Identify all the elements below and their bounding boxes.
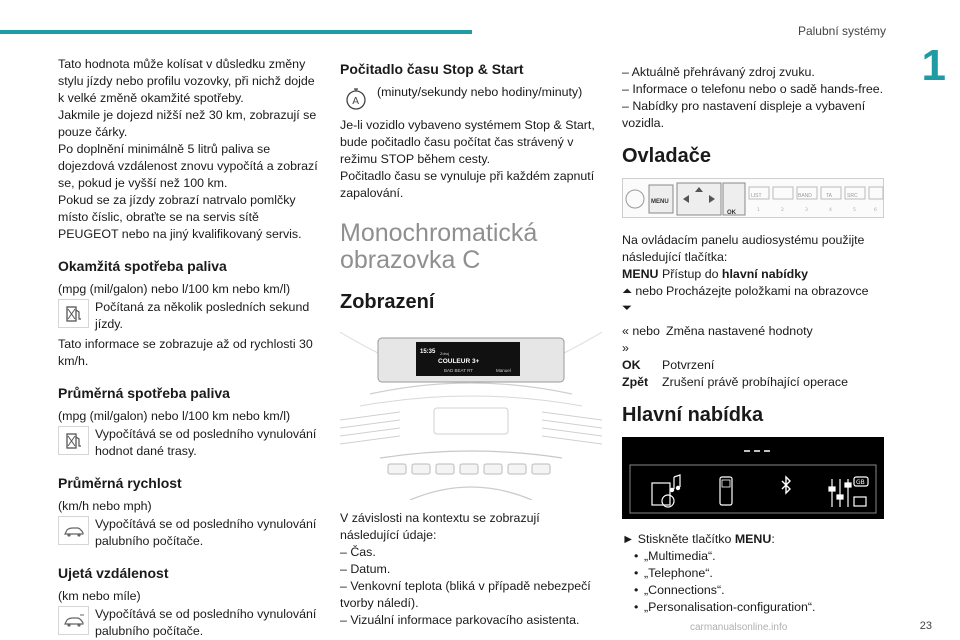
info-row: [58, 606, 322, 640]
key-row-back: [622, 374, 884, 391]
panel-src-button: SRC: [847, 193, 858, 199]
list-item: • „Personalisation-configuration“.: [634, 599, 884, 616]
unit-text: (km nebo míle): [58, 589, 141, 603]
list-item: – Venkovní teplota (bliká v případě nebezpečí tvorby náledí).: [340, 579, 591, 610]
info-row: [340, 84, 602, 113]
menu-item-list: [634, 548, 884, 616]
svg-text:2: 2: [781, 208, 784, 213]
screen-station: COULEUR 3+: [438, 358, 480, 365]
arrow-left-icon: «: [622, 324, 629, 338]
svg-text:1: 1: [757, 208, 760, 213]
section-title: Průměrná rychlost: [58, 475, 182, 491]
key-desc: Potvrzení: [662, 358, 715, 372]
arrow-bullet-icon: ►: [622, 532, 635, 546]
key-desc: Procházejte položkami na obrazovce: [666, 284, 869, 298]
fuel-pump-icon: [58, 299, 89, 328]
svg-text:6: 6: [874, 208, 877, 213]
column-3: [622, 64, 884, 616]
subsection-title: Ovladače: [622, 145, 711, 167]
section-title: Okamžitá spotřeba paliva: [58, 258, 227, 274]
arrow-up-icon: ⏶: [622, 284, 632, 298]
column-1: [58, 56, 322, 640]
page-number: 23: [919, 620, 932, 632]
key-desc: Zrušení právě probíhající operace: [662, 375, 848, 389]
section-text: Vypočítává se od posledního vynulování palubního počítače.: [95, 517, 317, 548]
unit-text: (minuty/sekundy nebo hodiny/minuty): [377, 85, 583, 99]
subsection-title: Zobrazení: [340, 291, 435, 313]
stopwatch-a-icon: [340, 84, 371, 113]
info-row: [58, 299, 322, 333]
column-2: [340, 56, 602, 629]
list-item: • „Multimedia“.: [634, 548, 884, 565]
section-text: Na ovládacím panelu audiosystému použijte následující tlačítka:: [622, 233, 865, 264]
panel-menu-button: MENU: [651, 199, 669, 205]
list-item: – Datum.: [340, 562, 391, 576]
main-menu-image: [622, 437, 884, 519]
section-text: Vypočítává se od posledního vynulování hodnot dané trasy.: [95, 427, 317, 458]
info-row: [58, 516, 322, 550]
big-section-title: Monochromatická obrazovka C: [340, 219, 538, 274]
screen-subtitle: BAD BEAT RT: [444, 368, 474, 373]
instruction-text: ► Stiskněte tlačítko MENU:: [622, 532, 775, 546]
intro-text: Tato hodnota může kolísat v důsledku změny stylu jízdy nebo profilu vozovky, při nichž dojde k velké změně okamžité spotřeby. Jakmile je dojezd nižší než 30 km, zobrazují se pouze čárky. Po doplnění minimálně 5 litrů paliva se dojezdová vzdálenost znovu vypočítá a zobrazí se, pokud je vyšší než 100 km. Pokud se za jízdy zobrazí natrvalo pomlčky místo číslic, obraťte se na servis sítě PEUGEOT nebo na jiný kvalifikovaný servis.: [58, 57, 318, 241]
key-row-navigate: [622, 283, 884, 317]
list-item: – Vizuální informace parkovacího asistenta.: [340, 613, 580, 627]
section-text: Je-li vozidlo vybaveno systémem Stop & Start, bude počitadlo času počítat čas strávený v režimu STOP během cesty. Počitadlo času se vynuluje při každém zapnutí zapalování.: [340, 118, 595, 200]
unit-text: (mpg (mil/galon) nebo l/100 km nebo km/l): [58, 409, 291, 423]
subsection-title: Hlavní nabídka: [622, 404, 764, 426]
screen-source: Zdroj: [440, 351, 450, 356]
svg-text:GB: GB: [856, 479, 865, 486]
fuel-pump-icon: [58, 426, 89, 455]
key-label: MENU: [622, 267, 659, 281]
panel-ok-button: OK: [727, 210, 736, 216]
section-title: Počitadlo času Stop & Start: [340, 61, 524, 77]
control-panel-image: [622, 178, 884, 218]
key-label: OK: [622, 358, 641, 372]
screen-right-label: Manuel: [496, 368, 511, 373]
key-label: « nebo »: [622, 324, 660, 355]
speed-car-icon: [58, 516, 89, 545]
arrow-down-icon: ⏷: [622, 301, 632, 315]
running-head: Palubní systémy: [797, 24, 886, 38]
unit-text: (mpg (mil/galon) nebo l/100 km nebo km/l): [58, 282, 291, 296]
key-row-change: [622, 323, 884, 357]
bluetooth-icon: [782, 477, 790, 493]
distance-car-icon: [58, 606, 89, 635]
key-label: ⏶ nebo ⏷: [622, 284, 663, 315]
note-text: Tato informace se zobrazuje až od rychlosti 30 km/h.: [58, 337, 313, 368]
list-item: – Aktuálně přehrávaný zdroj zvuku.: [622, 65, 815, 79]
list-item: • „Connections“.: [634, 582, 884, 599]
section-title: Ujetá vzdálenost: [58, 565, 169, 581]
panel-list-button: LIST: [751, 193, 762, 199]
screen-time: 15:35: [420, 349, 436, 355]
list-item: – Nabídky pro nastavení displeje a vybavení vozidla.: [622, 99, 866, 130]
section-title: Průměrná spotřeba paliva: [58, 385, 230, 401]
key-row-menu: [622, 266, 884, 283]
svg-text:4: 4: [829, 208, 832, 213]
list-item: – Informace o telefonu nebo o sadě hands-free.: [622, 82, 884, 96]
dashboard-display-image: [340, 324, 602, 500]
svg-text:5: 5: [853, 208, 856, 213]
panel-ta-button: TA: [826, 193, 833, 199]
section-text: Počítaná za několik posledních sekund jízdy.: [95, 300, 310, 331]
arrow-right-icon: »: [622, 341, 629, 355]
chapter-number: 1: [921, 41, 946, 90]
panel-band-button: BAND: [798, 193, 812, 199]
key-row-ok: [622, 357, 884, 374]
svg-text:A: A: [351, 95, 359, 107]
list-item: • „Telephone“.: [634, 565, 884, 582]
watermark: carmanualsonline.info: [690, 622, 788, 633]
key-label: Zpět: [622, 375, 649, 389]
list-item: – Čas.: [340, 545, 376, 559]
key-desc: Přístup do hlavní nabídky: [662, 267, 808, 281]
music-note-icon: [652, 475, 680, 507]
section-text: Vypočítává se od posledního vynulování palubního počítače.: [95, 607, 317, 638]
unit-text: (km/h nebo mph): [58, 499, 152, 513]
top-accent-bar: [0, 30, 472, 34]
svg-text:3: 3: [805, 208, 808, 213]
key-desc: Změna nastavené hodnoty: [666, 324, 813, 338]
phone-icon: [720, 477, 732, 505]
info-row: [58, 426, 322, 460]
section-text: V závislosti na kontextu se zobrazují následující údaje:: [340, 511, 540, 542]
